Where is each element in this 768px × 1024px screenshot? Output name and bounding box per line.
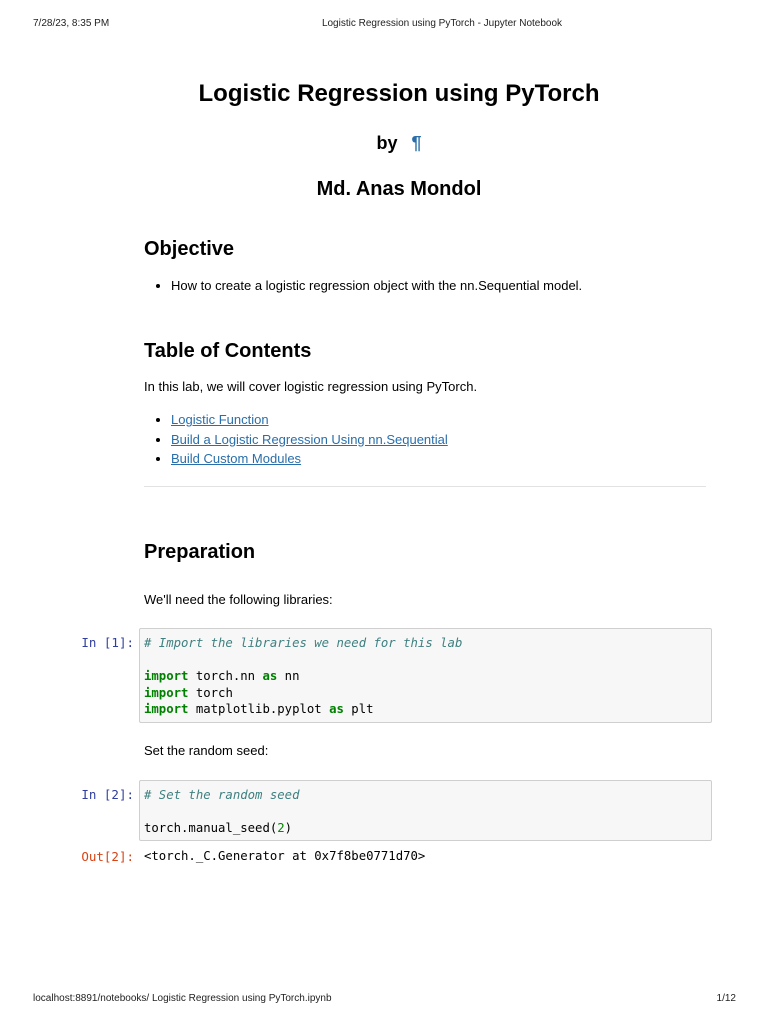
list-item — [171, 410, 448, 430]
cell-prompt-in-1: In [1]: — [81, 635, 134, 650]
byline — [144, 133, 654, 154]
code-line: torch.manual_seed(2) — [144, 821, 293, 835]
anchor-link-icon[interactable]: ¶ — [411, 133, 422, 153]
print-url: localhost:8891/notebooks/ Logistic Regression using PyTorch.ipynb — [33, 993, 332, 1004]
objective-list — [144, 276, 582, 296]
byline-label: by — [376, 133, 398, 153]
toc-link-logistic-function[interactable]: Logistic Function — [171, 412, 269, 427]
code-comment: # Set the random seed — [144, 788, 300, 802]
code-line: import matplotlib.pyplot as plt — [144, 702, 374, 716]
prep-text: We'll need the following libraries: — [144, 592, 333, 607]
toc-link-custom-modules[interactable]: Build Custom Modules — [171, 451, 302, 466]
author-name: Md. Anas Mondol — [316, 178, 482, 200]
code-cell-1[interactable] — [139, 628, 712, 723]
list-item: • How to create a logistic regression object with the nn.Sequential model. — [171, 276, 582, 296]
code-line: import torch — [144, 685, 233, 700]
code-cell-2[interactable] — [139, 780, 712, 841]
code-blank-line — [144, 804, 711, 821]
toc-list — [144, 410, 448, 469]
print-date: 7/28/23, 8:35 PM — [33, 18, 110, 29]
cell-prompt-out-2: Out[2]: — [81, 849, 134, 864]
code-comment: # Import the libraries we need for this lab — [144, 636, 463, 650]
preparation-heading: Preparation — [144, 541, 256, 563]
code-line: import torch.nn as nn — [144, 669, 300, 683]
page-number: 1/12 — [716, 993, 736, 1004]
code-blank-line — [144, 652, 711, 669]
list-item — [171, 430, 448, 450]
list-item — [171, 449, 448, 469]
seed-text: Set the random seed: — [144, 743, 269, 758]
divider — [144, 486, 706, 487]
cell-prompt-in-2: In [2]: — [81, 787, 134, 802]
cell-output-2: <torch._C.Generator at 0x7f8be0771d70> — [144, 849, 426, 863]
toc-link-nn-sequential[interactable]: Build a Logistic Regression Using nn.Sequential — [171, 431, 448, 447]
objective-heading: Objective — [144, 238, 235, 260]
print-page-title: Logistic Regression using PyTorch - Jupyter Notebook — [321, 18, 563, 29]
notebook-title: Logistic Regression using PyTorch — [198, 80, 600, 107]
toc-heading: Table of Contents — [144, 340, 312, 362]
toc-intro: In this lab, we will cover logistic regression using PyTorch. — [144, 379, 478, 394]
